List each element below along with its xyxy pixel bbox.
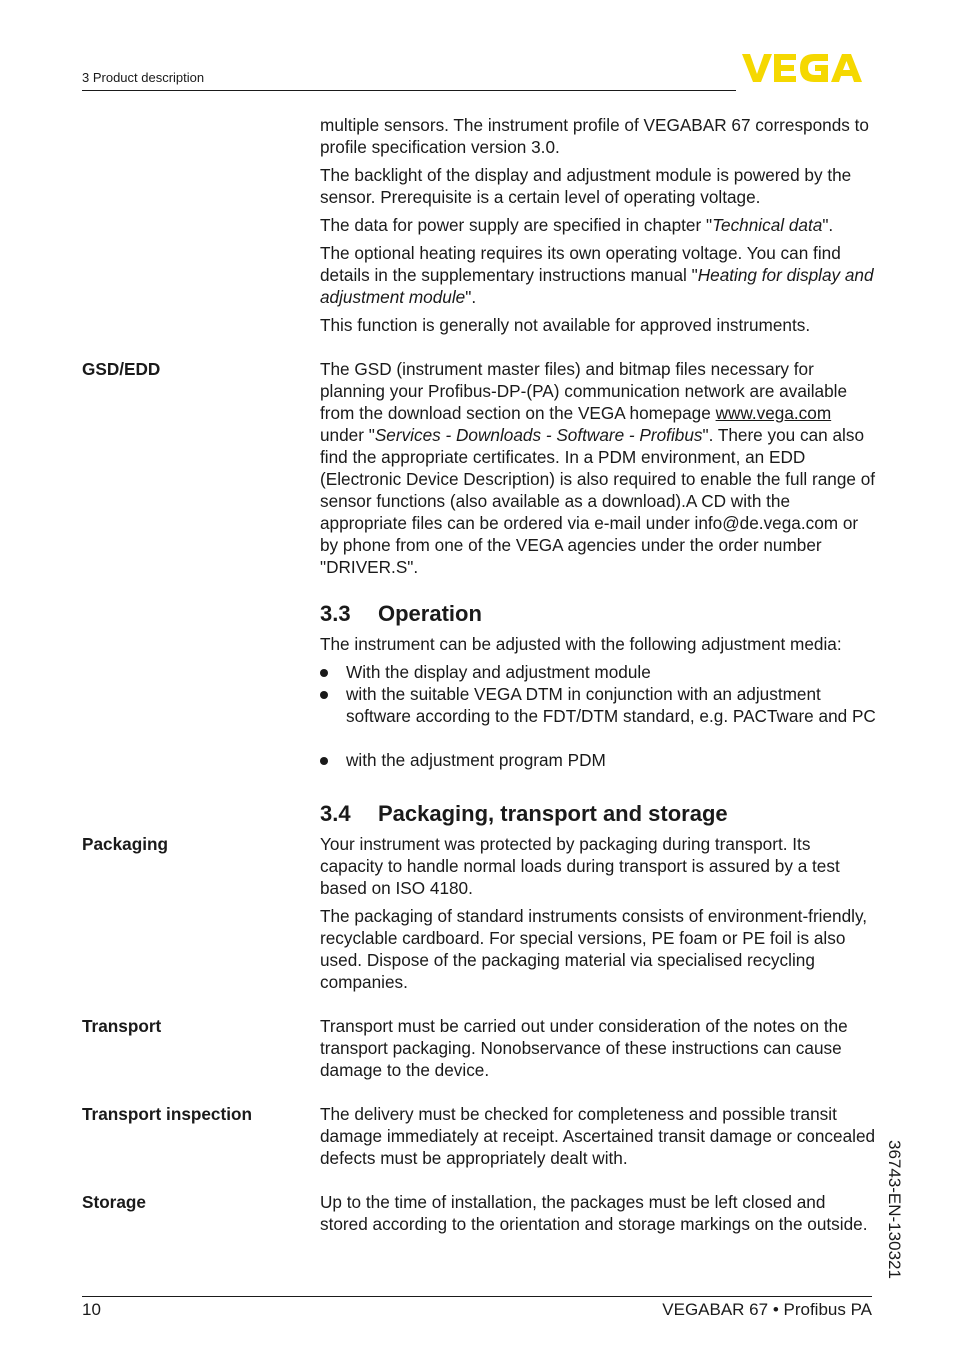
list-item: with the suitable VEGA DTM in conjunction with an adjustment software according to the FDT/DTM standard, e.g. PACTware and PC: [320, 683, 876, 727]
page-number: 10: [82, 1300, 101, 1319]
intro-paragraph-3: The data for power supply are specified in chapter "Technical data".: [320, 215, 834, 235]
storage-label: Storage: [82, 1192, 146, 1212]
gsd-edd-paragraph: The GSD (instrument master files) and bitmap files necessary for planning your Profibus-DP-(PA) communication network are available from the download section on the VEGA homepage www.vega.com under "Services - Downloads - Software - Profibus". There you can also find the appropriate certificates. In a PDM environment, an EDD (Electronic Device Description) is also required to enable the full range of sensor functions (also available as a download).A CD with the appropriate files can be ordered via e-mail under info@de.vega.com or by phone from one of the VEGA agencies under the order number "DRIVER.S".: [320, 359, 876, 577]
footer-divider: [82, 1296, 872, 1297]
intro-paragraph-2: The backlight of the display and adjustment module is powered by the sensor. Prerequisite is a certain level of operating voltage.: [320, 165, 852, 207]
vega-logo: [742, 52, 872, 84]
storage-paragraph: Up to the time of installation, the packages must be left closed and stored according to the orientation and storage markings on the outside.: [320, 1192, 868, 1234]
intro-paragraph-5: This function is generally not available for approved instruments.: [320, 315, 811, 335]
gsd-edd-label: GSD/EDD: [82, 359, 161, 379]
header-section-label: 3 Product description: [82, 70, 205, 85]
bullet-icon: [320, 691, 328, 699]
transport-inspection-paragraph: The delivery must be checked for completeness and possible transit damage immediately at receipt. Ascertained transit damage or concealed defects must be appropriately dealt with.: [320, 1104, 876, 1168]
transport-label: Transport: [82, 1016, 162, 1036]
bullet-icon: [320, 669, 328, 677]
transport-inspection-label: Transport inspection: [82, 1104, 252, 1124]
transport-paragraph: Transport must be carried out under consideration of the notes on the transport packaging. Nonobservance of these instructions can cause damage to the device.: [320, 1016, 848, 1080]
list-item: With the display and adjustment module: [320, 661, 876, 683]
intro-paragraph-4: The optional heating requires its own operating voltage. You can find details in the supplementary instructions manual "Heating for display and adjustment module".: [320, 243, 874, 307]
document-number: 36743-EN-130321: [885, 1140, 904, 1279]
vega-homepage-link[interactable]: www.vega.com: [715, 403, 832, 423]
packaging-paragraph-2: The packaging of standard instruments consists of environment-friendly, recyclable cardboard. For special versions, PE foam or PE foil is also used. Dispose of the packaging material via specialised recycling companies.: [320, 906, 868, 992]
packaging-heading: 3.4 Packaging, transport and storage: [320, 801, 728, 826]
intro-paragraph-1: multiple sensors. The instrument profile of VEGABAR 67 corresponds to profile specification version 3.0.: [320, 115, 869, 157]
list-item: with the adjustment program PDM: [320, 749, 876, 771]
packaging-label: Packaging: [82, 834, 168, 854]
header-divider: [82, 90, 736, 91]
bullet-icon: [320, 757, 328, 765]
operation-intro: The instrument can be adjusted with the following adjustment media:: [320, 634, 842, 654]
footer-product: VEGABAR 67 • Profibus PA: [662, 1300, 872, 1319]
packaging-paragraph-1: Your instrument was protected by packaging during transport. Its capacity to handle normal loads during transport is assured by a test based on ISO 4180.: [320, 834, 840, 898]
operation-heading: 3.3 Operation: [320, 601, 482, 626]
